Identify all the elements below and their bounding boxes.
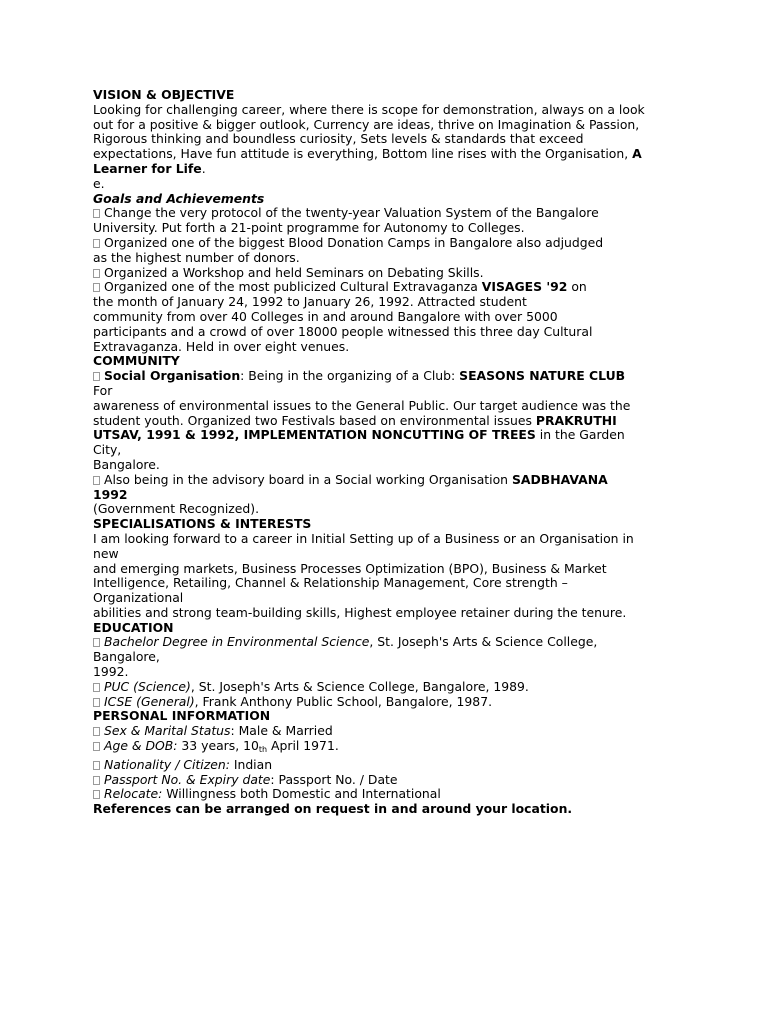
- bullet-box-icon: [93, 638, 100, 647]
- bullet-box-icon: [93, 209, 100, 218]
- specialisations-line: and emerging markets, Business Processes Optimization (BPO), Business & Market: [93, 560, 607, 576]
- bullet-box-icon: [93, 372, 100, 381]
- specialisations-line: Organizational: [93, 590, 184, 606]
- goals-item-3: Organized a Workshop and held Seminars on Debating Skills.: [93, 266, 677, 281]
- bullet-box-icon: [93, 727, 100, 736]
- bullet-box-icon: [93, 269, 100, 278]
- community-item-1: Social Organisation: Being in the organizing of a Club: SEASONS NATURE CLUB: [93, 369, 677, 384]
- goals-line: participants and a crowd of over 18000 people witnessed this three day Cultural: [93, 323, 593, 339]
- specialisations-line: abilities and strong team-building skills, Highest employee retainer during the tenure.: [93, 604, 627, 620]
- goals-line: as the highest number of donors.: [93, 249, 300, 265]
- personal-relocate: Relocate: Willingness both Domestic and International: [93, 787, 677, 802]
- bullet-box-icon: [93, 683, 100, 692]
- goals-item-4: Organized one of the most publicized Cultural Extravaganza VISAGES '92 on: [93, 280, 677, 295]
- education-item-3: ICSE (General), Frank Anthony Public School, Bangalore, 1987.: [93, 695, 677, 710]
- bullet-box-icon: [93, 761, 100, 770]
- education-line: 1992.: [93, 664, 129, 680]
- goals-heading: Goals and Achievements: [93, 190, 265, 206]
- goals-line: the month of January 24, 1992 to January 26, 1992. Attracted student: [93, 294, 527, 310]
- education-item-1: Bachelor Degree in Environmental Science, St. Joseph's Arts & Science College,: [93, 635, 677, 650]
- specialisations-line: I am looking forward to a career in Initial Setting up of a Business or an Organisation in: [93, 530, 634, 546]
- bullet-box-icon: [93, 698, 100, 707]
- vision-line-2: out for a positive & bigger outlook, Currency are ideas, thrive on Imagination & Passion,: [93, 116, 640, 132]
- bullet-box-icon: [93, 283, 100, 292]
- goals-item-2: Organized one of the biggest Blood Donation Camps in Bangalore also adjudged: [93, 236, 677, 251]
- education-item-2: PUC (Science), St. Joseph's Arts & Science College, Bangalore, 1989.: [93, 680, 677, 695]
- vision-stray-text: e.: [93, 175, 105, 191]
- vision-line-5: Learner for Life.: [93, 160, 206, 176]
- goals-item-1: Change the very protocol of the twenty-year Valuation System of the Bangalore: [93, 206, 677, 221]
- personal-heading: PERSONAL INFORMATION: [93, 708, 271, 724]
- vision-line-3: Rigorous thinking and boundless curiosity, Sets levels & standards that exceed: [93, 131, 584, 147]
- community-line: For: [93, 382, 113, 398]
- community-line: awareness of environmental issues to the General Public. Our target audience was the: [93, 397, 631, 413]
- bullet-box-icon: [93, 790, 100, 799]
- specialisations-heading: SPECIALISATIONS & INTERESTS: [93, 516, 312, 532]
- community-line: 1992: [93, 486, 128, 502]
- bullet-box-icon: [93, 239, 100, 248]
- personal-age: Age & DOB: 33 years, $10_{th}$ April 1971.: [93, 739, 677, 758]
- community-line: Bangalore.: [93, 456, 160, 472]
- personal-nationality: Nationality / Citizen: Indian: [93, 758, 677, 773]
- personal-sex: Sex & Marital Status: Male & Married: [93, 724, 677, 739]
- community-line: student youth. Organized two Festivals based on environmental issues PRAKRUTHI: [93, 412, 617, 428]
- community-heading: COMMUNITY: [93, 353, 180, 369]
- goals-line: Extravaganza. Held in over eight venues.: [93, 338, 350, 354]
- community-line: UTSAV, 1991 & 1992, IMPLEMENTATION NONCUTTING OF TREES in the Garden: [93, 427, 625, 443]
- bullet-box-icon: [93, 742, 100, 751]
- vision-heading: VISION & OBJECTIVE: [93, 87, 235, 102]
- community-line: City,: [93, 442, 122, 458]
- specialisations-line: Intelligence, Retailing, Channel & Relationship Management, Core strength –: [93, 575, 568, 591]
- goals-line: University. Put forth a 21-point programme for Autonomy to Colleges.: [93, 220, 525, 236]
- goals-line: community from over 40 Colleges in and around Bangalore with over 5000: [93, 308, 558, 324]
- education-heading: EDUCATION: [93, 619, 174, 635]
- resume-document: [93, 88, 677, 817]
- vision-line-4: expectations, Have fun attitude is everything, Bottom line rises with the Organisation, A: [93, 146, 642, 162]
- bullet-box-icon: [93, 776, 100, 785]
- education-line: Bangalore,: [93, 649, 160, 665]
- community-item-2: Also being in the advisory board in a Social working Organisation SADBHAVANA: [93, 473, 677, 488]
- bullet-box-icon: [93, 476, 100, 485]
- personal-passport: Passport No. & Expiry date: Passport No. / Date: [93, 773, 677, 788]
- references-note: References can be arranged on request in and around your location.: [93, 801, 573, 817]
- community-line: (Government Recognized).: [93, 501, 260, 517]
- vision-line-1: Looking for challenging career, where there is scope for demonstration, always on a look: [93, 101, 645, 117]
- specialisations-line: new: [93, 545, 119, 561]
